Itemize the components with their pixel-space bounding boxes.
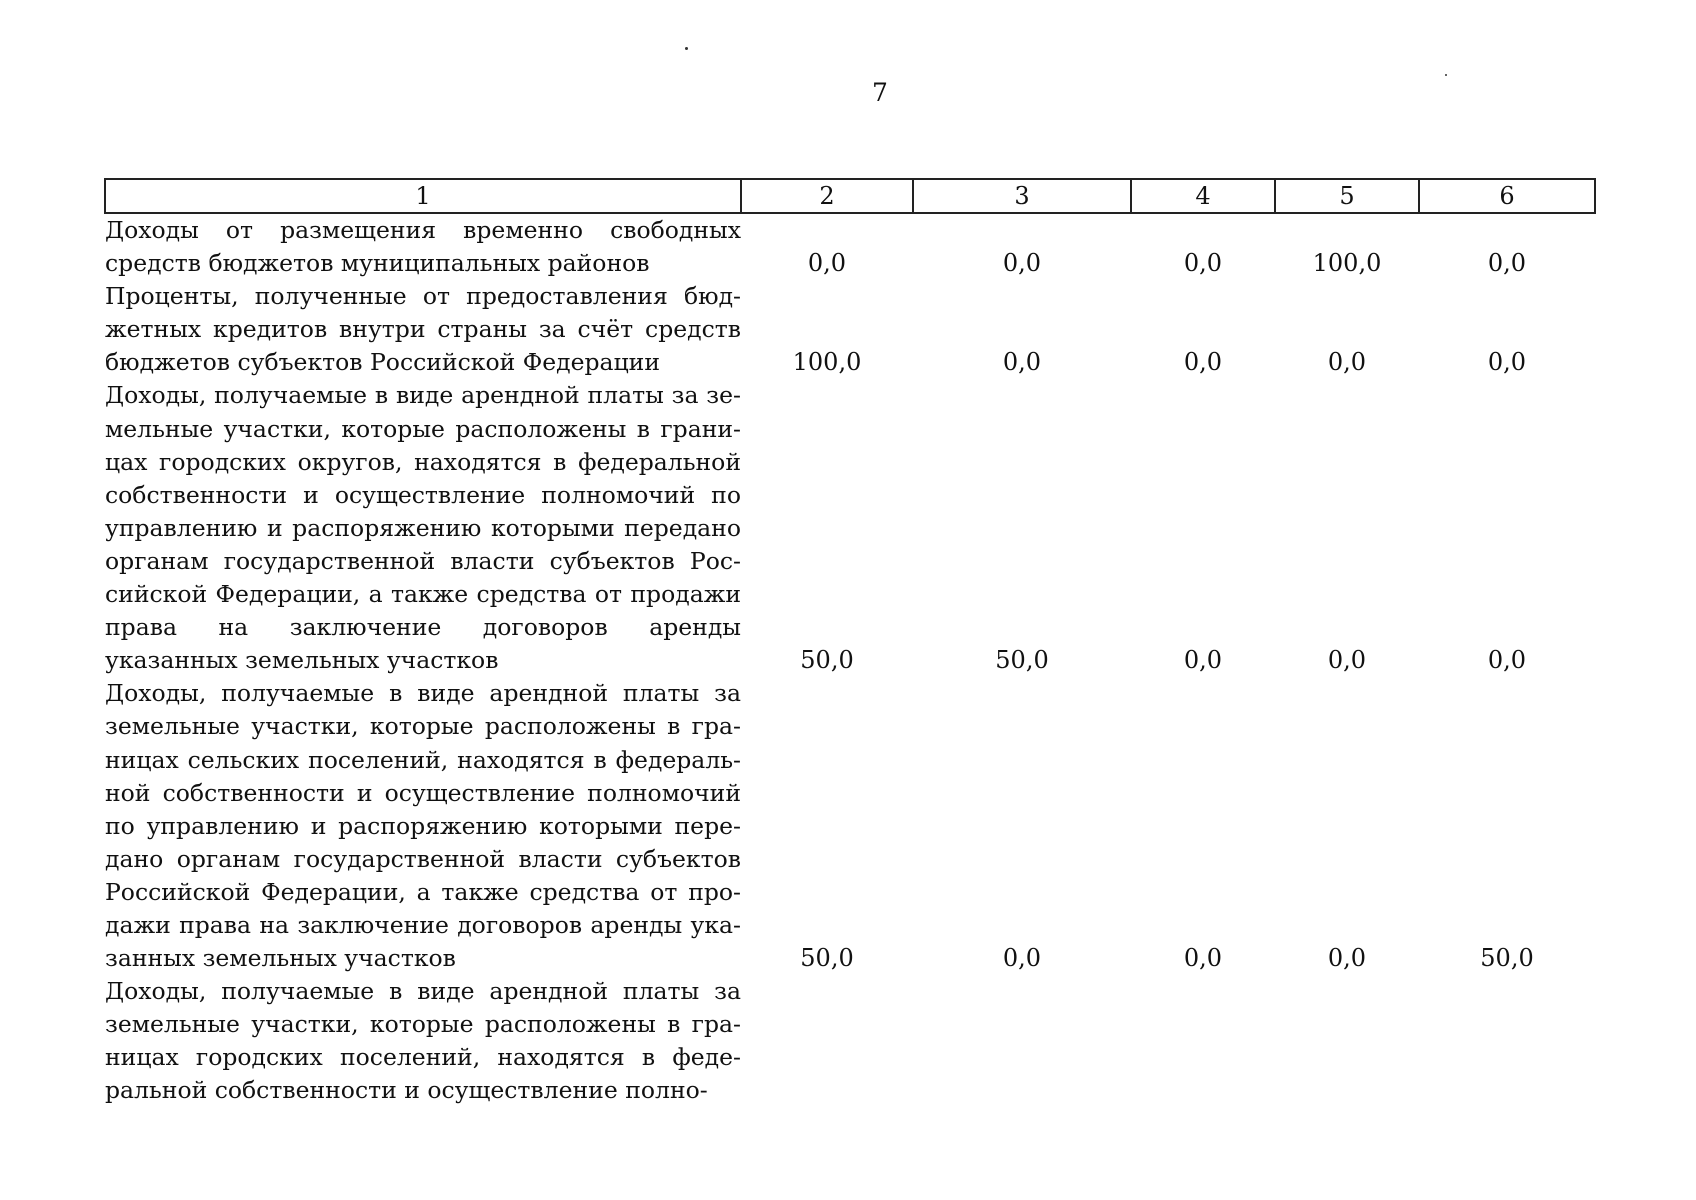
page-number: 7 (872, 78, 888, 107)
row-value-col2: 0,0 (807, 249, 847, 278)
row-value-col5: 0,0 (1327, 348, 1367, 377)
row-value-col4 (1131, 975, 1275, 1107)
table-row (105, 677, 1595, 975)
row-value-col5 (1275, 975, 1419, 1107)
row-value-col6: 50,0 (1480, 944, 1534, 973)
row-value-col3: 50,0 (995, 646, 1049, 675)
revenue-table (104, 178, 1596, 1108)
column-header-4: 4 (1131, 179, 1275, 213)
row-value-col6: 0,0 (1487, 348, 1527, 377)
row-value-col3: 0,0 (1002, 249, 1042, 278)
row-value-col4: 0,0 (1183, 249, 1223, 278)
row-value-col6: 0,0 (1487, 646, 1527, 675)
row-value-col5: 0,0 (1327, 646, 1367, 675)
row-value-col3: 0,0 (1002, 944, 1042, 973)
table-row (105, 280, 1595, 379)
table-row (105, 213, 1595, 280)
row-description: Доходы от размещения временно свободных средств бюджетов муниципальных районов (105, 216, 741, 278)
row-value-col2: 50,0 (800, 646, 854, 675)
scan-speck (685, 47, 688, 50)
row-description: Доходы, получаемые в виде арендной платы за земельные участки, которые расположены в границах городских округов, находятся в федеральной собственности и осуществление полномочий по управлению и распоряжению которыми передано органам государственной власти субъектов Российской Федерации, а также средства от продажи права на заключение договоров аренды указанных земельных участков (105, 381, 741, 675)
column-header-2: 2 (741, 179, 913, 213)
row-value-col5: 0,0 (1327, 944, 1367, 973)
column-header-5: 5 (1275, 179, 1419, 213)
table-row (105, 975, 1595, 1107)
column-header-3: 3 (913, 179, 1131, 213)
column-header-1: 1 (105, 179, 741, 213)
row-value-col2 (741, 975, 913, 1107)
row-value-col6: 0,0 (1487, 249, 1527, 278)
row-value-col2: 100,0 (792, 348, 862, 377)
row-description: Проценты, полученные от предоставления бюджетных кредитов внутри страны за счёт средств бюджетов субъектов Российской Федерации (105, 282, 741, 377)
row-description: Доходы, получаемые в виде арендной платы за земельные участки, которые расположены в границах городских поселений, находятся в федеральной собственности и осуществление полно- (105, 977, 741, 1105)
row-value-col6 (1419, 975, 1595, 1107)
row-value-col4: 0,0 (1183, 348, 1223, 377)
row-description: Доходы, получаемые в виде арендной платы за земельные участки, которые расположены в границах сельских поселений, находятся в федеральной собственности и осуществление полномочий по управлению и распоряжению которыми передано органам государственной власти субъектов Российской Федерации, а также средства от продажи права на заключение договоров аренды указанных земельных участков (105, 679, 741, 973)
column-header-6: 6 (1419, 179, 1595, 213)
row-value-col3 (913, 975, 1131, 1107)
row-value-col5: 100,0 (1312, 249, 1382, 278)
row-value-col4: 0,0 (1183, 944, 1223, 973)
row-value-col2: 50,0 (800, 944, 854, 973)
row-value-col4: 0,0 (1183, 646, 1223, 675)
header-row (105, 179, 1595, 213)
row-value-col3: 0,0 (1002, 348, 1042, 377)
table-row (105, 379, 1595, 677)
scan-speck (1445, 74, 1447, 76)
